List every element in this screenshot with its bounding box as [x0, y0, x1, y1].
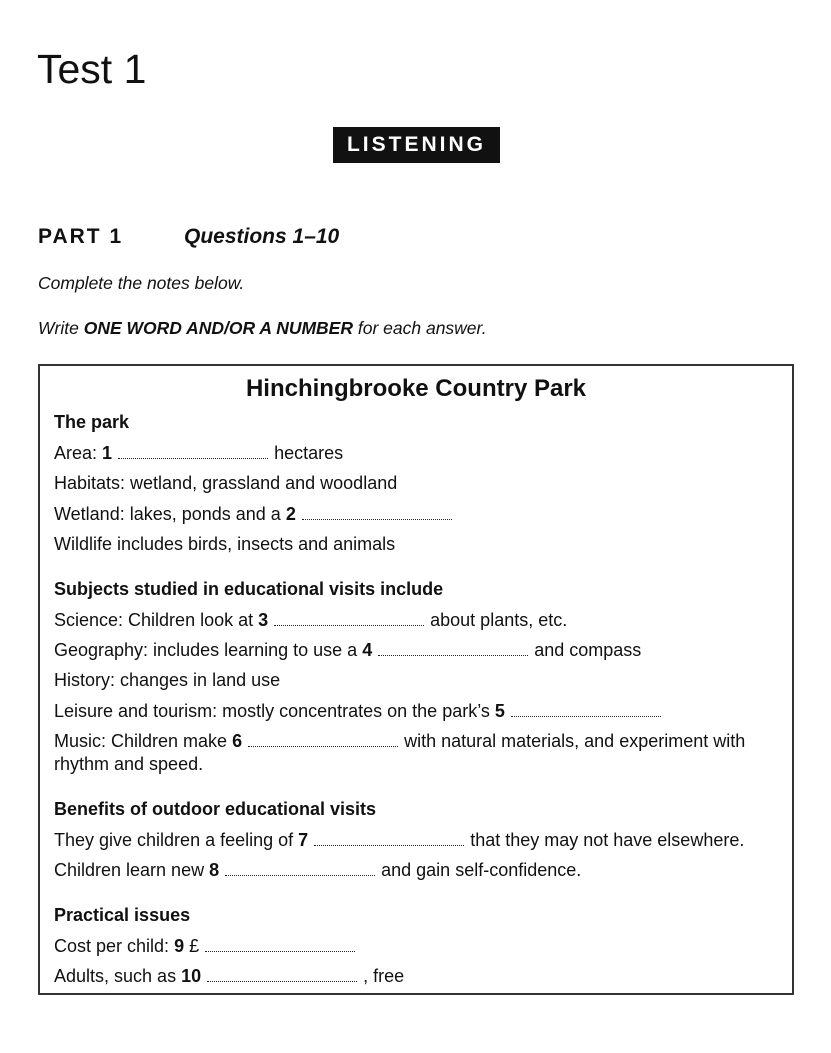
instruction-write — [38, 318, 487, 339]
question-number: 3 — [258, 610, 269, 630]
text: , free — [358, 966, 405, 986]
answer-blank-2[interactable] — [302, 517, 452, 520]
park-heading: The park — [54, 412, 130, 432]
answer-blank-6[interactable] — [248, 744, 398, 747]
answer-blank-9[interactable] — [205, 949, 355, 952]
text: Geography: includes learning to use a — [54, 640, 363, 660]
text: £ — [184, 936, 200, 956]
feeling-line — [54, 829, 782, 852]
text: Adults, such as — [54, 966, 182, 986]
question-number: 6 — [232, 731, 243, 751]
question-number: 9 — [174, 936, 185, 956]
text: Wetland: lakes, ponds and a — [54, 504, 286, 524]
geography-line — [54, 639, 782, 662]
page-title: Test 1 — [37, 46, 147, 92]
text: and compass — [529, 640, 642, 660]
text: Children learn new — [54, 860, 210, 880]
cost-line — [54, 935, 782, 958]
question-number: 8 — [209, 860, 220, 880]
notes-box — [38, 364, 794, 995]
text: with natural materials, and experiment with rhythm and speed. — [54, 731, 746, 774]
text: Cost per child: — [54, 936, 175, 956]
learn-line — [54, 859, 782, 882]
answer-blank-8[interactable] — [225, 873, 375, 876]
question-number: 10 — [181, 966, 202, 986]
notes-title: Hinchingbrooke Country Park — [245, 375, 587, 402]
question-number: 7 — [298, 830, 309, 850]
adults-line — [54, 965, 782, 988]
instruction-suffix: for each answer. — [353, 318, 487, 338]
science-line — [54, 609, 782, 632]
text: hectares — [269, 443, 344, 463]
text: that they may not have elsewhere. — [465, 830, 745, 850]
text: Science: Children look at — [54, 610, 259, 630]
music-line — [54, 730, 752, 776]
answer-blank-5[interactable] — [511, 714, 661, 717]
answer-blank-4[interactable] — [378, 653, 528, 656]
instruction-prefix: Write — [38, 318, 84, 338]
leisure-line — [54, 700, 782, 723]
text: and gain self-confidence. — [376, 860, 582, 880]
answer-blank-3[interactable] — [274, 623, 424, 626]
wildlife-line: Wildlife includes birds, insects and animals — [54, 534, 396, 554]
question-number: 4 — [362, 640, 373, 660]
wetland-line — [54, 503, 782, 526]
question-number: 1 — [102, 443, 113, 463]
area-line — [54, 442, 782, 465]
question-number: 2 — [285, 504, 296, 524]
part-label: PART 1 — [38, 225, 124, 248]
section-badge: LISTENING — [333, 127, 500, 163]
text: Music: Children make — [54, 731, 233, 751]
benefits-heading: Benefits of outdoor educational visits — [54, 799, 377, 819]
subjects-heading: Subjects studied in educational visits include — [54, 579, 444, 599]
answer-blank-1[interactable] — [118, 456, 268, 459]
history-line: History: changes in land use — [54, 670, 281, 690]
practical-heading: Practical issues — [54, 905, 191, 925]
answer-blank-7[interactable] — [314, 843, 464, 846]
habitats-line: Habitats: wetland, grassland and woodland — [54, 473, 398, 493]
instruction-emphasis: ONE WORD AND/OR A NUMBER — [83, 318, 353, 338]
part-header — [38, 225, 339, 249]
instruction-complete: Complete the notes below. — [38, 273, 245, 293]
answer-blank-10[interactable] — [207, 979, 357, 982]
text: They give children a feeling of — [54, 830, 299, 850]
text: Leisure and tourism: mostly concentrates on the park’s — [54, 701, 495, 721]
question-number: 5 — [494, 701, 505, 721]
text: about plants, etc. — [425, 610, 568, 630]
text: Area: — [54, 443, 103, 463]
questions-range: Questions 1–10 — [184, 225, 340, 248]
